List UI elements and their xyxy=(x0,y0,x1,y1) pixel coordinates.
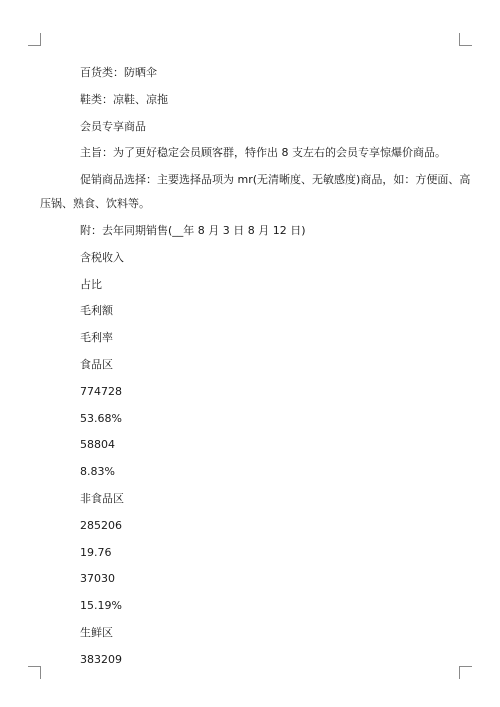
text-line-value: 8.83% xyxy=(80,465,115,479)
text-line-value: 285206 xyxy=(80,518,122,532)
text-line-member-heading: 会员专享商品 xyxy=(80,119,146,133)
text-line-label: 含税收入 xyxy=(80,250,124,264)
text-line-purpose: 主旨：为了更好稳定会员顾客群，特作出 8 支左右的会员专享惊爆价商品。 xyxy=(80,146,446,160)
text-line-category: 生鲜区 xyxy=(80,625,113,639)
text-line-label: 毛利率 xyxy=(80,331,113,345)
document-body xyxy=(40,66,471,680)
crop-mark-bottom-left xyxy=(28,666,41,679)
text-line-value: 774728 xyxy=(80,384,122,398)
text-line-value: 53.68% xyxy=(80,411,122,425)
text-line-value: 37030 xyxy=(80,572,115,586)
text-line-value: 383209 xyxy=(80,652,122,666)
promo-paragraph-line-2: 压锅、熟食、饮料等。 xyxy=(40,197,150,211)
crop-mark-bottom-right xyxy=(459,666,472,679)
text-line-shoes: 鞋类：凉鞋、凉拖 xyxy=(80,92,168,106)
text-line-value: 15.19% xyxy=(80,599,122,613)
text-line-last-year: 附：去年同期销售(__年 8 月 3 日 8 月 12 日) xyxy=(80,223,306,237)
crop-mark-top-left xyxy=(28,33,41,46)
text-line-category: 非食品区 xyxy=(80,491,124,505)
text-line-label: 占比 xyxy=(80,277,102,291)
text-line-umbrella: 百货类：防晒伞 xyxy=(80,66,157,79)
text-line-value: 58804 xyxy=(80,438,115,452)
text-line-category: 食品区 xyxy=(80,357,113,371)
promo-paragraph xyxy=(40,173,471,211)
text-line-value: 19.76 xyxy=(80,545,112,559)
promo-paragraph-line-1: 促销商品选择：主要选择品项为 mr(无清晰度、无敏感度)商品，如：方便面、高 xyxy=(80,173,471,187)
text-line-label: 毛利额 xyxy=(80,304,113,318)
crop-mark-top-right xyxy=(459,33,472,46)
